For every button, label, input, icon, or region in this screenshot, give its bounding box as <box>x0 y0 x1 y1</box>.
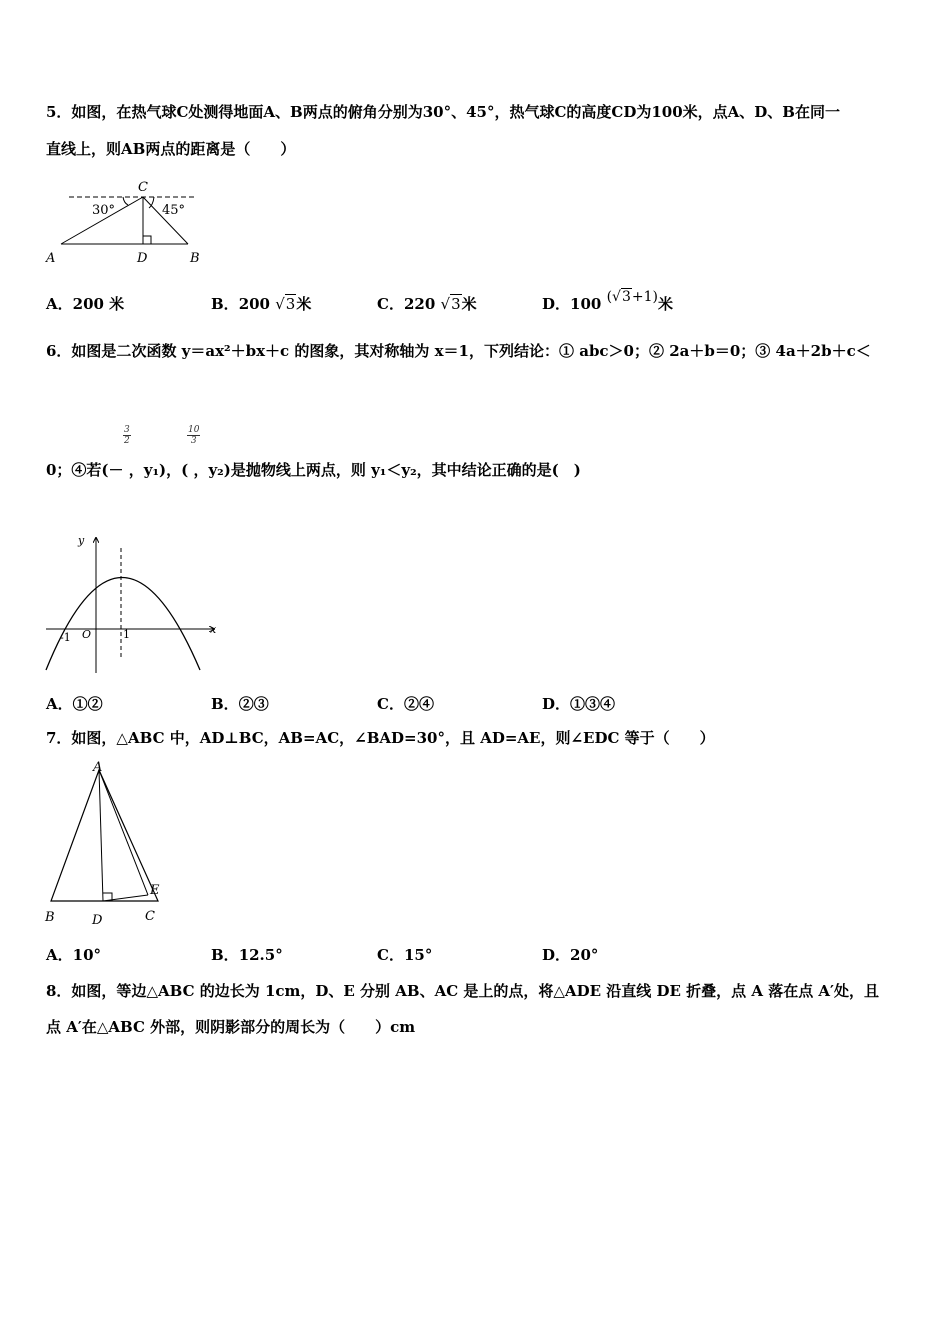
q7-option-c-letter: C． <box>377 946 404 964</box>
q6-option-b-value: ②③ <box>238 695 269 713</box>
q7-label-e: E <box>150 883 160 898</box>
q5-option-d-sqrt-icon: √ <box>612 289 621 305</box>
q6-option-d-value: ①③④ <box>570 695 616 713</box>
q7-triangle-figure <box>44 758 169 930</box>
q5-option-c[interactable] <box>377 294 477 314</box>
q6-label-neg1: -1 <box>60 631 71 644</box>
q7-option-c[interactable] <box>377 945 432 965</box>
q5-stem-line2: 直线上，则AB两点的距离是（ ） <box>46 140 296 158</box>
q5-option-a[interactable] <box>46 294 124 314</box>
q5-label-a: A <box>46 251 56 266</box>
q6-option-a-letter: A． <box>46 695 73 713</box>
q5-stem-line1: 5．如图，在热气球C处测得地面A、B两点的俯角分别为30°、45°，热气球C的高度CD为100米，点A、D、B在同一 <box>46 103 840 121</box>
q5-option-a-letter: A． <box>46 295 73 313</box>
q7-triangle-abc <box>51 770 158 901</box>
q6-option-d-letter: D． <box>542 695 571 713</box>
q6-label-x: x <box>210 623 217 636</box>
q6-option-a[interactable] <box>46 694 103 714</box>
q7-stem-line1: 7．如图，△ABC 中，AD⊥BC，AB=AC，∠BAD=30°，且 AD=AE，则∠EDC 等于（ ） <box>46 729 715 747</box>
q7-option-b-letter: B． <box>211 946 239 964</box>
q5-option-b-radicand: 3 <box>285 295 296 313</box>
q6-parabola-graph <box>44 530 224 675</box>
q6-fraction-3-over-2: $\frac{3}{2}$ <box>124 425 130 446</box>
q7-option-d[interactable] <box>542 945 598 965</box>
q6-option-d[interactable] <box>542 694 615 714</box>
q6-option-b[interactable] <box>211 694 269 714</box>
q5-label-b: B <box>190 251 200 266</box>
q7-option-a[interactable] <box>46 945 101 965</box>
q6-parabola-curve <box>46 578 200 671</box>
q5-option-d[interactable] <box>542 289 673 315</box>
q6-option-c-value: ②④ <box>403 695 434 713</box>
q5-right-angle-mark <box>143 236 151 244</box>
q5-option-a-value: 200 米 <box>72 295 125 313</box>
q6-option-c-letter: C． <box>377 695 404 713</box>
q5-label-c: C <box>138 180 148 195</box>
q5-label-d: D <box>137 251 148 266</box>
q5-option-c-radicand: 3 <box>451 295 461 313</box>
q7-option-d-value: 20° <box>570 946 599 964</box>
q5-label-angle-30: 30° <box>92 203 116 218</box>
q5-option-d-unit: 米 <box>657 295 673 313</box>
q7-option-d-letter: D． <box>542 946 571 964</box>
q7-option-b[interactable] <box>211 945 283 965</box>
q7-label-c: C <box>145 909 155 924</box>
q5-option-c-sqrt-icon: √ <box>440 295 451 313</box>
q5-option-c-letter: C． <box>377 295 404 313</box>
q8-stem-line2: 点 A′在△ABC 外部，则阴影部分的周长为（ ）cm <box>46 1018 416 1036</box>
q7-segment-ad <box>99 770 103 901</box>
q5-figure <box>44 176 204 268</box>
q6-label-y: y <box>78 534 85 547</box>
q6-option-a-value: ①② <box>72 695 103 713</box>
q5-option-b-letter: B． <box>211 295 239 313</box>
q6-stem-line2: 0；④若(－ ，y₁)，( ，y₂)是抛物线上两点，则 y₁＜y₂，其中结论正确的是( ) <box>46 461 581 479</box>
q6-label-1: 1 <box>123 628 130 641</box>
q5-angle-arc-left <box>123 197 128 205</box>
q6-stem-line1: 6．如图是二次函数 y＝ax²＋bx＋c 的图象，其对称轴为 x＝1，下列结论：① abc＞0；② 2a＋b＝0；③ 4a＋2b＋c＜ <box>46 342 871 360</box>
q8-stem-line1: 8．如图，等边△ABC 的边长为 1cm，D、E 分别 AB、AC 是上的点，将△ADE 沿直线 DE 折叠，点 A 落在点 A′处，且 <box>46 982 880 1000</box>
q5-option-d-expression: (√3+1) <box>606 289 658 305</box>
q6-label-origin: O <box>82 628 92 641</box>
q7-option-a-letter: A． <box>46 946 73 964</box>
q7-option-a-value: 10° <box>72 946 102 964</box>
q7-option-c-value: 15° <box>403 946 433 964</box>
q5-option-d-value: 100 <box>570 295 602 313</box>
q7-label-a: A <box>93 760 103 775</box>
q6-option-b-letter: B． <box>211 695 239 713</box>
q5-option-c-value: 220 <box>403 295 436 313</box>
q6-fraction-10-over-3: $\frac{10}{3}$ <box>188 425 200 446</box>
q7-label-d: D <box>92 913 103 928</box>
q7-option-b-value: 12.5° <box>238 946 283 964</box>
q5-option-b-unit: 米 <box>296 295 312 313</box>
q5-option-b[interactable] <box>211 294 311 314</box>
q6-option-c[interactable] <box>377 694 434 714</box>
q5-option-c-unit: 米 <box>461 295 477 313</box>
q7-segment-ae <box>99 770 148 895</box>
q5-label-angle-45: 45° <box>162 203 186 218</box>
q7-label-b: B <box>45 910 55 925</box>
q7-segment-de <box>103 895 148 901</box>
q5-option-b-sqrt-icon: √ <box>275 295 285 313</box>
q5-option-b-value: 200 <box>238 295 270 313</box>
q5-option-d-letter: D． <box>542 295 571 313</box>
